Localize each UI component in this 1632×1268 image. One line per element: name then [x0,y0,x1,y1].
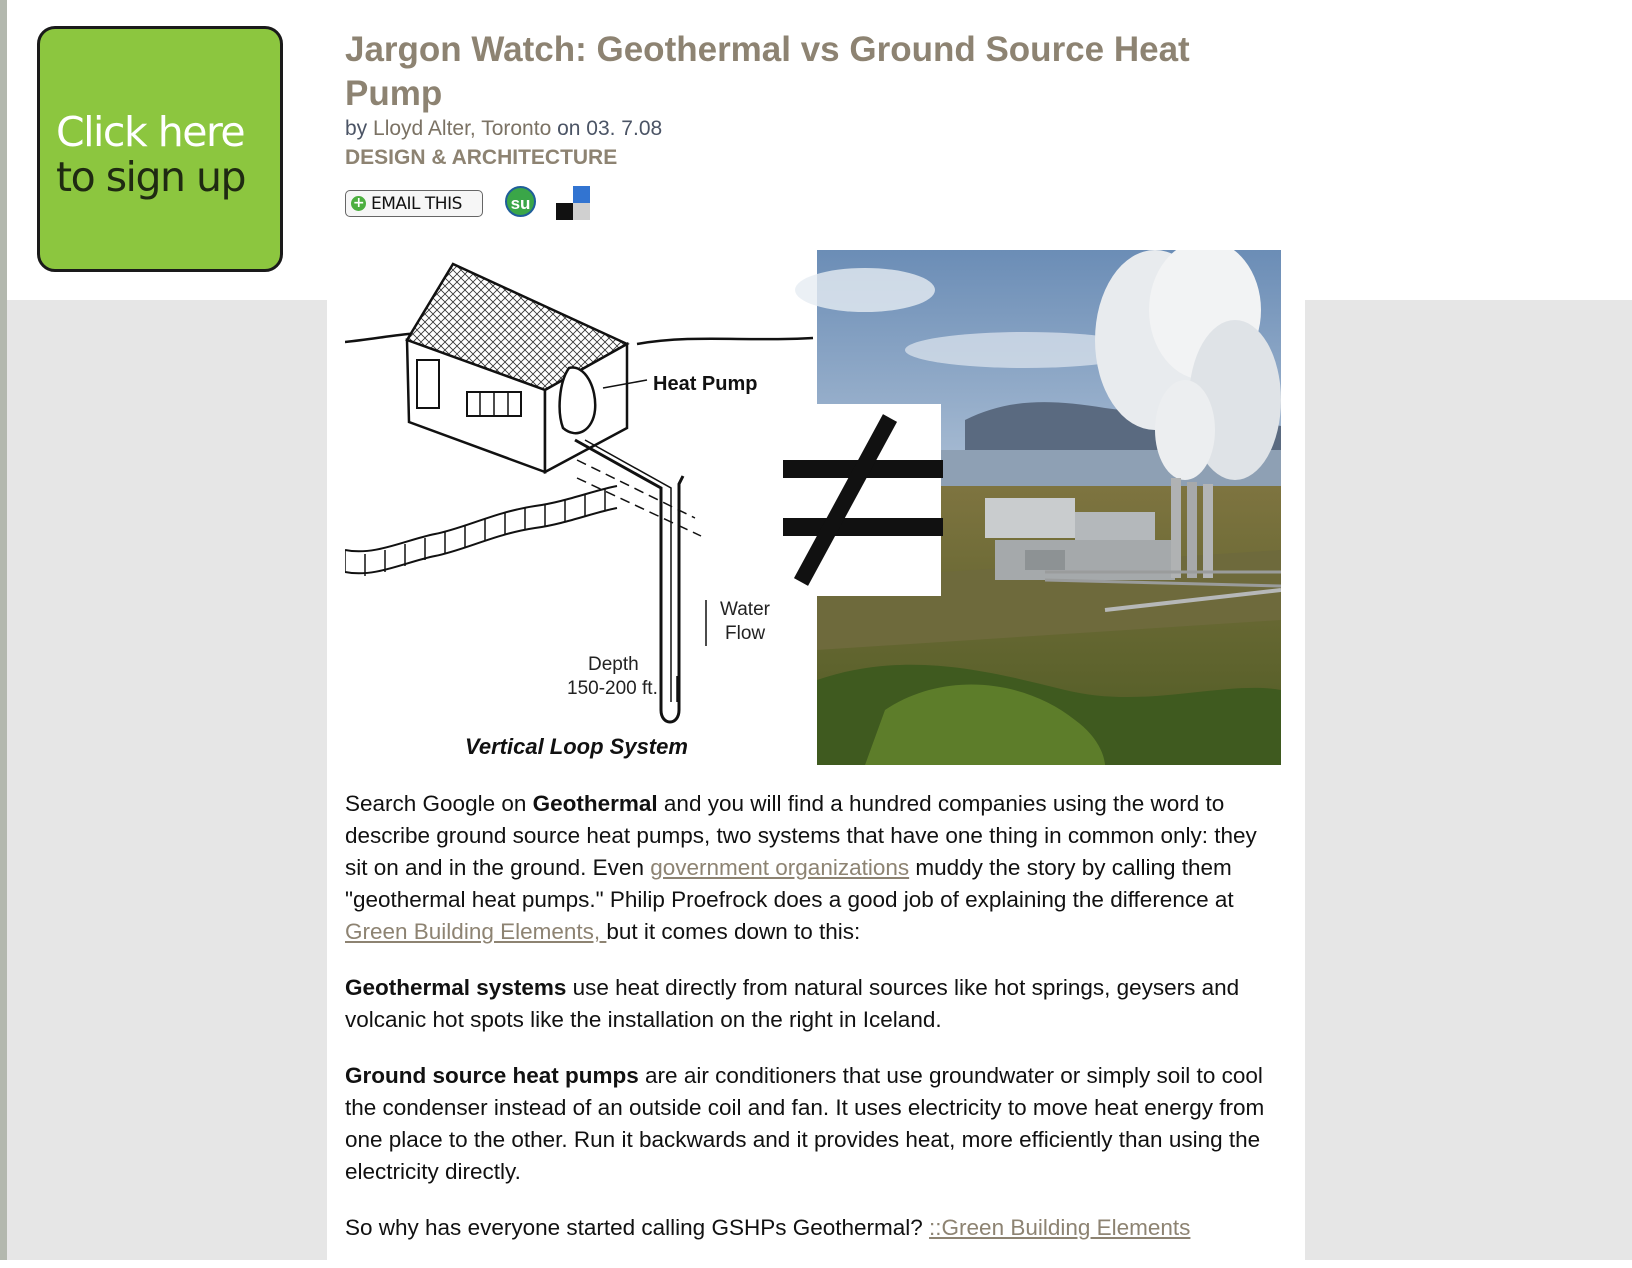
byline [345,117,662,141]
depth-label-1: Depth [588,654,639,675]
stumbleupon-icon[interactable]: su [505,186,536,217]
left-gutter [7,300,327,1260]
vertical-loop-diagram [345,250,817,765]
comparison-image [345,250,1281,765]
signup-line1: Click here [56,108,245,156]
paragraph-1: Search Google on Geothermal and you will find a hundred companies using the word to describe ground source heat pumps, two systems that have one thing in common only: they sit on and in the ground. Even government organizations muddy the story by calling them "geothermal heat pumps." Philip Proefrock does a good job of explaining the difference at Green Building Elements, but it comes down to this: [345,791,1257,944]
category-link[interactable]: DESIGN & ARCHITECTURE [345,146,618,169]
date-prefix: on [551,117,587,140]
author-link[interactable]: Lloyd Alter, Toronto [373,117,552,140]
government-organizations-link[interactable]: government organizations [650,855,910,880]
right-gutter [1305,300,1632,1260]
water-flow-label-2: Flow [725,623,766,644]
water-flow-label-1: Water [720,599,770,620]
paragraph-3: Ground source heat pumps are air conditioners that use groundwater or simply soil to cool the condenser instead of an outside coil and fan. It uses electricity to move heat energy from one place to the other. Run it backwards and it provides heat, more efficiently than using the electricity directly. [345,1063,1265,1184]
green-building-elements-link[interactable]: Green Building Elements, [345,919,607,944]
vertical-loop-caption: Vertical Loop System [465,734,688,759]
byline-prefix: by [345,117,374,140]
article-title: Jargon Watch: Geothermal vs Ground Source Heat Pump [345,30,1190,113]
email-this-button[interactable] [345,190,483,217]
paragraph-4: So why has everyone started calling GSHPs Geothermal? ::Green Building Elements [345,1215,1191,1240]
depth-label-2: 150-200 ft. [567,678,658,699]
article-body [345,788,1285,1268]
source-link[interactable]: ::Green Building Elements [929,1215,1191,1240]
delicious-icon[interactable] [556,186,590,220]
paragraph-2: Geothermal systems use heat directly from natural sources like hot springs, geysers and volcanic hot spots like the installation on the right in Iceland. [345,975,1240,1032]
signup-banner[interactable] [37,26,283,272]
page-left-edge [0,0,7,1260]
plus-icon: + [352,195,365,211]
heat-pump-label: Heat Pump [653,373,758,395]
email-this-label: EMAIL THIS [371,193,462,214]
signup-line2: to sign up [56,153,245,201]
publish-date: 03. 7.08 [586,117,663,140]
